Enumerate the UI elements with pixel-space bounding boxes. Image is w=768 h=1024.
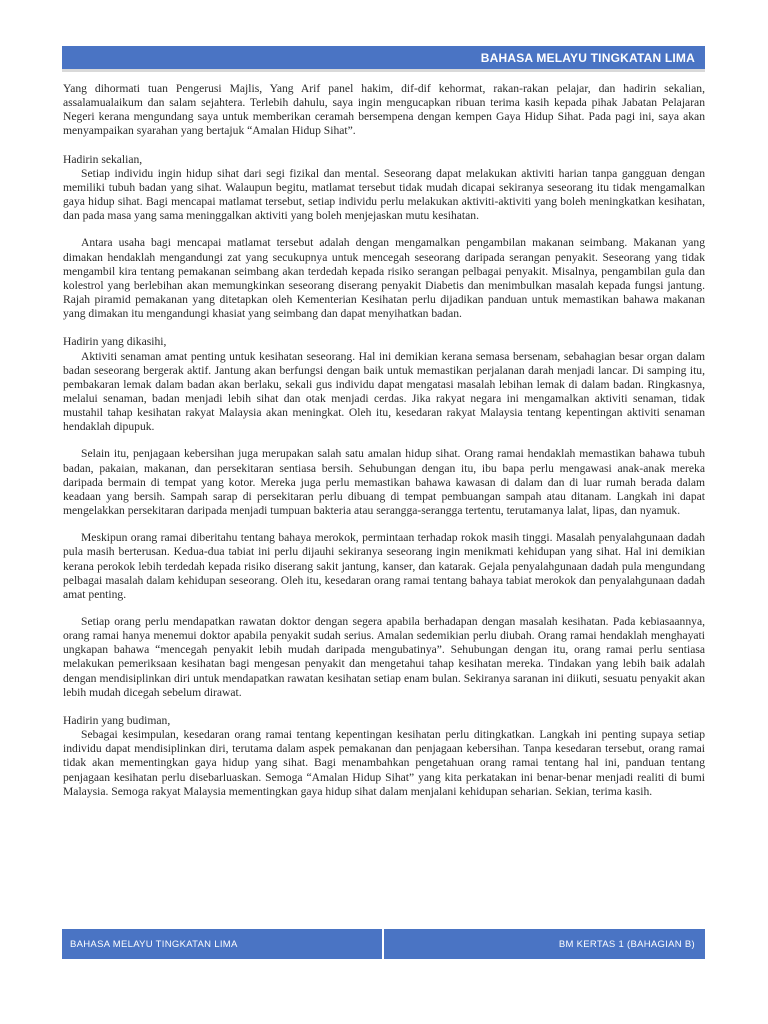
greeting-2: Hadirin yang dikasihi, xyxy=(63,335,167,349)
footer-right-text: BM KERTAS 1 (BAHAGIAN B) xyxy=(558,938,695,950)
header-title: BAHASA MELAYU TINGKATAN LIMA xyxy=(480,51,695,65)
page-footer xyxy=(62,929,705,959)
paragraph-2: Antara usaha bagi mencapai matlamat tersebut adalah dengan mengamalkan pengambilan makanan seimbang. Makanan yang dimakan hendaklah mengandungi zat yang secukupnya untuk mencegah seseorang daripada serangan penyakit. Seseorang yang tidak mengambil kira tentang pemakanan seimbang akan terdedah kepada risiko serangan pelbagai penyakit. Misalnya, pengambilan gula dan kolestrol yang berlebihan akan memungkinkan seseorang diserang penyakit Diabetis dan menimbulkan masalah kepada fungsi jantung. Rajah piramid pemakanan yang ditetapkan oleh Kementerian Kesihatan perlu dijadikan panduan untuk memastikan bahawa makanan yang dimakan itu mengandungi khasiat yang seimbang dan dapat menyihatkan badan. xyxy=(63,236,705,321)
footer-left-text: BAHASA MELAYU TINGKATAN LIMA xyxy=(62,929,384,959)
speech-body xyxy=(63,82,705,799)
paragraph-6: Setiap orang perlu mendapatkan rawatan doktor dengan segera apabila berhadapan dengan masalah kesihatan. Pada kebiasaannya, orang ramai hanya menemui doktor apabila penyakit sudah serius. Amalan sedemikian perlu diubah. Orang ramai hendaklah menghayati ungkapan bahawa “mencegah penyakit lebih mudah daripada mengubatinya”. Sehubungan dengan itu, orang ramai perlu sentiasa melakukan pemeriksaan kesihatan bagi mengesan penyakit dan mengetahui tahap kesihatan mereka. Tindakan yang lebih baik adalah dengan mendisiplinkan diri untuk mendapatkan rawatan kesihatan setiap enam bulan. Sekiranya saranan ini diikuti, sesuatu penyakit akan lebih mudah dicegah sebelum dirawat. xyxy=(63,615,705,699)
paragraph-3: Aktiviti senaman amat penting untuk kesihatan seseorang. Hal ini demikian kerana semasa bersenam, sebahagian besar organ dalam badan seseorang bergerak aktif. Jantung akan berfungsi dengan baik untuk memastikan perjalanan darah menjadi lancar. Di samping itu, pembakaran lemak dalam badan akan berlaku, sekali gus individu dapat mengatasi masalah lebihan lemak di dalam badan. Ringkasnya, melalui senaman, badan menjadi lebih sihat dan otak menjadi cerdas. Jika rakyat negara ini mengamalkan aktiviti senaman, tidak mustahil tahap kesihatan rakyat Malaysia akan meningkat. Oleh itu, kesedaran rakyat Malaysia tentang kepentingan aktiviti senaman hendaklah dipupuk. xyxy=(63,349,705,434)
paragraph-5: Meskipun orang ramai diberitahu tentang bahaya merokok, permintaan terhadap rokok masih tinggi. Masalah penyalahgunaan dadah pula masih berterusan. Kedua-dua tabiat ini perlu dijauhi sekiranya seseorang ingin menikmati kehidupan yang sihat. Hal ini demikian kerana perokok lebih terdedah kepada risiko diserang sakit jantung, kanser, dan katarak. Gejala penyalahgunaan dadah pula mengundang pelbagai masalah dalam kehidupan seseorang. Oleh itu, kesedaran orang ramai tentang bahaya tabiat merokok dan penyalahgunaan dadah amat penting. xyxy=(63,531,705,601)
intro-paragraph: Yang dihormati tuan Pengerusi Majlis, Yang Arif panel hakim, dif-dif kehormat, rakan-rakan pelajar, dan hadirin sekalian, assalamualaikum dan salam sejahtera. Terlebih dahulu, saya ingin mengucapkan ribuan terima kasih kepada pihak Jabatan Pelajaran Negeri kerana mengundang saya untuk memberikan ceramah bersempena dengan kempen Gaya Hidup Sihat. Pada pagi ini, saya akan menyampaikan syarahan yang bertajuk “Amalan Hidup Sihat”. xyxy=(63,82,705,138)
greeting-3: Hadirin yang budiman, xyxy=(63,713,171,727)
page-header xyxy=(62,46,705,72)
greeting-1: Hadirin sekalian, xyxy=(63,152,143,166)
paragraph-4: Selain itu, penjagaan kebersihan juga merupakan salah satu amalan hidup sihat. Orang ramai hendaklah memastikan bahawa tubuh badan, pakaian, makanan, dan persekitaran sentiasa bersih. Sehubungan dengan itu, ibu bapa perlu mengawasi anak-anak mereka daripada bermain di tempat yang kotor. Mereka juga perlu memastikan bahawa kawasan di dalam dan di luar rumah berada dalam keadaan yang bersih. Sampah sarap di persekitaran perlu dibuang di tempat pembuangan sampah atau ditanam. Langkah ini dapat mengelakkan persekitaran daripada menjadi tumpuan bakteria atau serangga-serangga tertentu, terutamanya lalat, lipas, dan nyamuk. xyxy=(63,447,705,518)
paragraph-7: Sebagai kesimpulan, kesedaran orang ramai tentang kepentingan kesihatan perlu ditingkatkan. Langkah ini penting supaya setiap individu dapat mendisiplinkan diri, terutama dalam aspek pemakanan dan penjagaan kebersihan. Tanpa kesedaran tersebut, orang ramai tidak akan mementingkan gaya hidup yang sihat. Bagi menambahkan pengetahuan orang ramai tentang hal ini, panduan tentang penjagaan kesihatan perlu disebarluaskan. Semoga “Amalan Hidup Sihat” yang kita perkatakan ini benar-benar menjadi realiti di bumi Malaysia. Semoga rakyat Malaysia mementingkan gaya hidup sihat dalam menjalani kehidupan seharian. Sekian, terima kasih. xyxy=(63,728,705,798)
paragraph-1: Setiap individu ingin hidup sihat dari segi fizikal dan mental. Seseorang dapat melakukan aktiviti harian tanpa gangguan dengan memiliki tubuh badan yang sihat. Walaupun begitu, matlamat tersebut tidak mudah dicapai sekiranya seseorang itu tidak mengamalkan gaya hidup sihat. Bagi mencapai matlamat tersebut, setiap individu perlu melakukan aktiviti-aktiviti yang boleh meningkatkan kesihatan, dan pada masa yang sama meninggalkan aktiviti yang boleh menjejaskan mutu kesihatan. xyxy=(63,166,705,223)
